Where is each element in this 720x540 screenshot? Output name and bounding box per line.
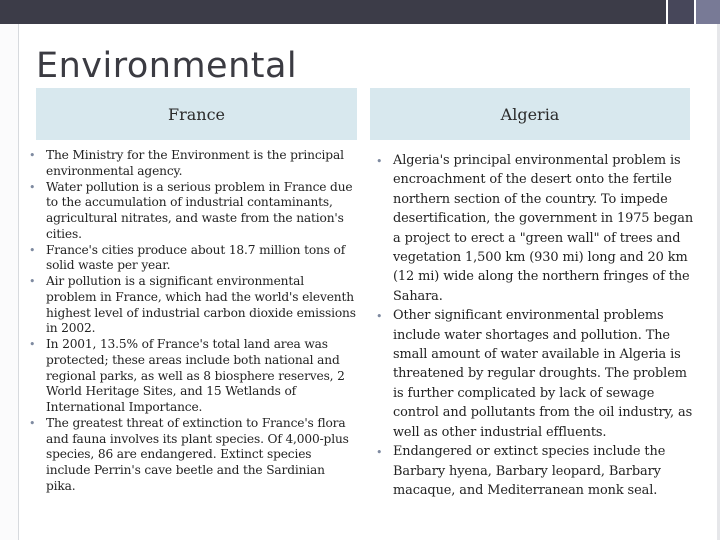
bullet-icon: • — [29, 243, 36, 257]
bullet-icon: • — [376, 446, 383, 460]
bullet-icon: • — [376, 155, 383, 168]
list-item — [24, 148, 358, 180]
bullet-icon: • — [29, 275, 36, 288]
top-bar-block — [668, 0, 694, 24]
bullet-icon: • — [29, 338, 36, 351]
list-item — [24, 243, 358, 275]
bullet-icon: • — [29, 180, 36, 194]
bullet-text: Algeria's principal environmental problem is encroachment of the desert onto the fertile northern section of the country. To impede desertification, the government in 1975 began a project to erect a "green wall" of trees and vegetation 1,500 km (930 mi) long and 20 km (12 mi) wide along the northern fringes of the Sahara. — [393, 153, 694, 304]
bullet-text: Air pollution is a significant environmental problem in France, which had the world's eleventh highest level of industrial carbon dioxide emissions in 2002. — [46, 274, 356, 336]
bullet-text: Other significant environmental problems include water shortages and pollution. The small amount of water available in Algeria is threatened by regular droughts. The problem is further complicated by lack of sewage control and pollutants from the oil industry, as well as other industrial effluents. — [393, 308, 693, 440]
bullet-text: In 2001, 13.5% of France's total land area was protected; these areas include both national and regional parks, as well as 8 biosphere reserves, 2 World Heritage Sites, and 15 Wetlands of International Importance. — [46, 337, 345, 414]
column-header-france — [36, 88, 357, 140]
list-item — [371, 151, 697, 306]
list-item — [371, 306, 697, 442]
top-bar-dark — [0, 0, 666, 24]
bullet-text: Endangered or extinct species include the Barbary hyena, Barbary leopard, Barbary macaque, and Mediterranean monk seal. — [393, 444, 666, 498]
column-header-algeria — [370, 88, 690, 140]
algeria-bullet-list — [371, 151, 697, 500]
list-item — [24, 337, 358, 416]
bullet-icon: • — [29, 149, 36, 162]
bullet-text: The Ministry for the Environment is the principal environmental agency. — [46, 148, 344, 178]
slide-title: Environmental — [36, 46, 298, 86]
list-item — [24, 416, 358, 495]
column-header-label: France — [167, 104, 226, 124]
bullet-icon: • — [376, 310, 383, 324]
column-header-label: Algeria — [500, 104, 560, 124]
top-decor-bar — [0, 0, 720, 24]
left-frame-margin — [0, 24, 19, 540]
bullet-icon: • — [29, 416, 36, 430]
france-bullet-list — [24, 148, 358, 495]
list-item — [24, 274, 358, 337]
list-item — [371, 442, 697, 500]
bullet-text: The greatest threat of extinction to France's flora and fauna involves its plant species. Of 4,000-plus species, 86 are endangered. Extinct species include Perrin's cave beetle and the Sardinian pika. — [46, 415, 349, 493]
bullet-text: Water pollution is a serious problem in France due to the accumulation of industrial contaminants, agricultural nitrates, and waste from the nation's cities. — [46, 179, 353, 241]
bullet-text: France's cities produce about 18.7 million tons of solid waste per year. — [46, 242, 346, 273]
list-item — [24, 180, 358, 243]
top-bar-accent-block — [696, 0, 720, 24]
